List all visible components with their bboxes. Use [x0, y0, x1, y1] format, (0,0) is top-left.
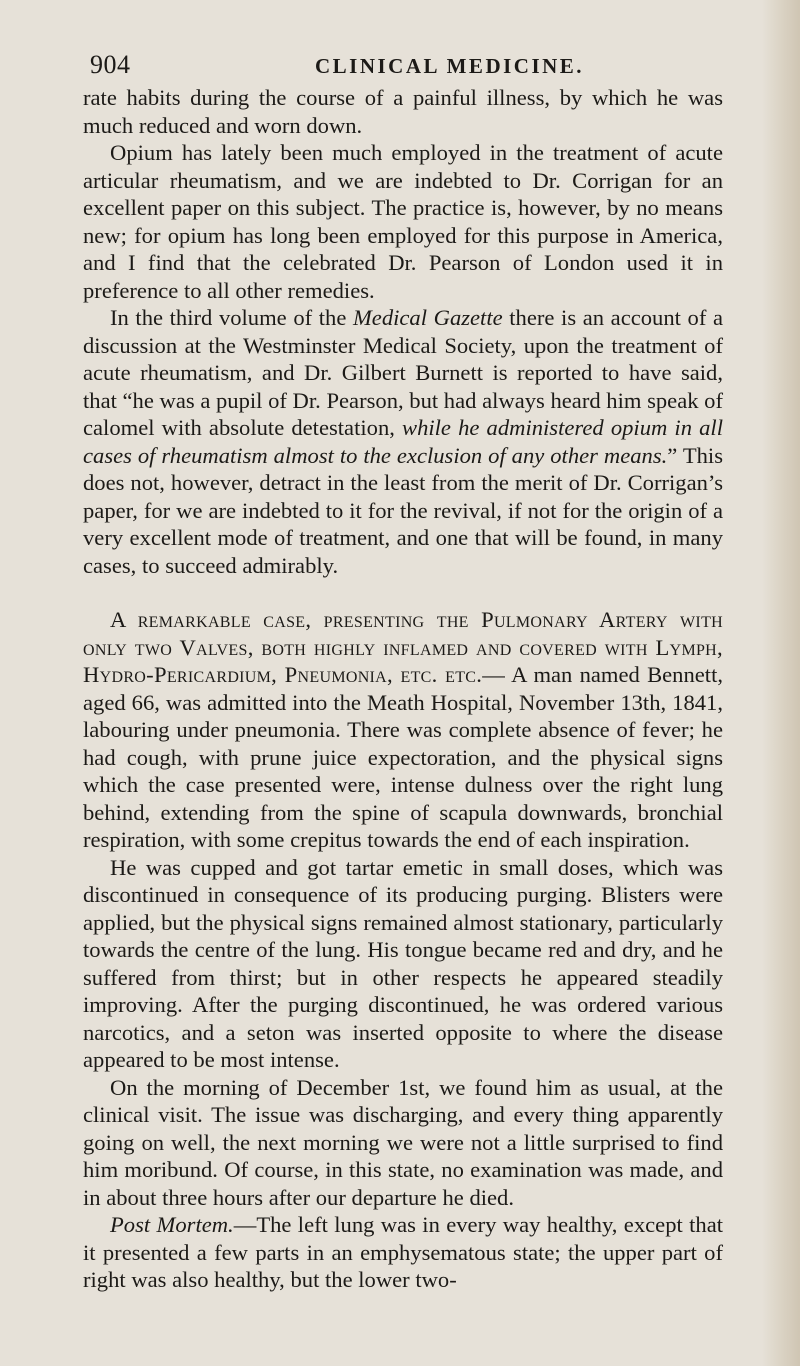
paragraph-treatment: He was cupped and got tartar emetic in small doses, which was discontinued in consequence of its producing purging. Blisters were applied, but the physical signs remained almost stationary, particularly towards the centre of the lung. His tongue became red and dry, and he suffered from thirst; but in other respects he appeared steadily improving. After the purging discontinued, he was ordered various narcotics, and a seton was inserted opposite to where the disease appeared to be most intense.: [83, 854, 723, 1072]
italic-quote: while he administered opium in all cases of rheumatism almost to the exclusion of any other means.: [83, 415, 723, 468]
journal-title: Medical Gazette: [352, 305, 503, 330]
paragraph-opium: Opium has lately been much employed in the treatment of acute articular rheumatism, and we are indebted to Dr. Corrigan for an excellent paper on this subject. The practice is, however, by no means new; for opium has long been employed for this purpose in America, and I find that the celebrated Dr. Pearson of London used it in preference to all other remedies.: [83, 140, 723, 303]
paragraph-post-mortem: [83, 1211, 723, 1294]
p3-text-a: In the third volume of the: [110, 305, 353, 330]
p3-text-b: there is an account of a discussion at the Westminster Medical Society, upon the treatment of acute rheumatism, and Dr. Gilbert Burnett is reported to have said, that “he was a pupil of Dr. Pearson, but had always heard him speak of calomel with absolute detestation,: [83, 305, 723, 440]
post-mortem-body: —The left lung was in every way healthy, except that it presented a few parts in an emphysematous state; the upper part of right was also healthy, but the lower two-: [83, 1212, 724, 1292]
page-number: 904: [90, 50, 131, 79]
case-body: A man named Bennett, aged 66, was admitted into the Meath Hospital, November 13th, 1841, labouring under pneumonia. There was complete absence of fever; he had cough, with prune juice expectoration, and the physical signs which the case presented were, intense dulness over the right lung behind, extending from the spine of scapula downwards, bronchial respiration, with some crepitus towards the end of each inspiration.: [83, 662, 723, 852]
paragraph-december: On the morning of December 1st, we found him as usual, at the clinical visit. The issue was discharging, and every thing apparently going on well, the next morning we were not a little surprised to find him moribund. Of course, in this state, no examination was made, and in about three hours after our departure he died.: [83, 1074, 723, 1210]
page-header: [85, 50, 725, 84]
case-title: A remarkable case, presenting the Pulmonary Artery with only two Valves, both highly inflamed and covered with Lymph, Hydro-Pericardium, Pneumonia, etc. etc.—: [83, 607, 723, 687]
paragraph-medical-gazette: [83, 304, 723, 579]
p3-text-c: ” This does not, however, detract in the least from the merit of Dr. Corrigan’s paper, for we are indebted to it for the revival, if not for the origin of a very excellent mode of treatment, and one that will be found, in many cases, to succeed admirably.: [83, 442, 723, 578]
paragraph-case-report: [83, 606, 723, 854]
post-mortem-label: Post Mortem.: [110, 1212, 234, 1237]
running-head: CLINICAL MEDICINE.: [315, 54, 585, 78]
paragraph-continuation: rate habits during the course of a painful illness, by which he was much reduced and worn down.: [83, 85, 723, 138]
body-text: [83, 84, 723, 1294]
